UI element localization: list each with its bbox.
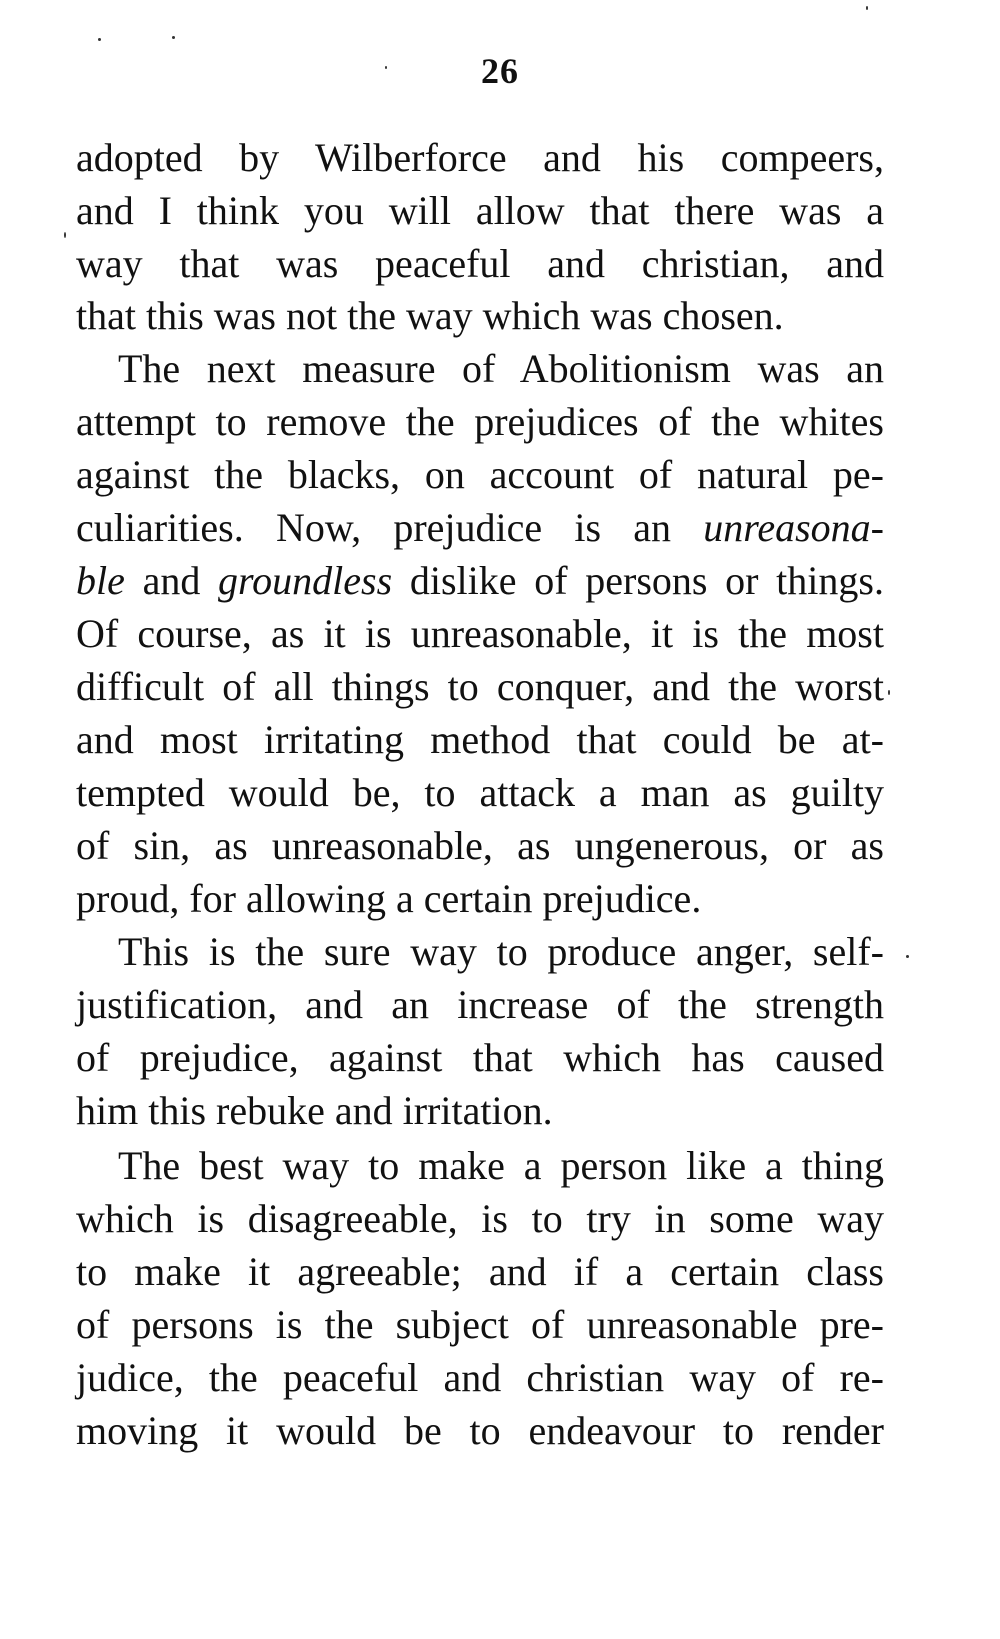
text-line: to make it agreeable; and if a certain class [76,1249,884,1294]
text-line: way that was peaceful and christian, and [76,241,884,286]
text-line: and I think you will allow that there was a [76,188,884,233]
text-line-mixed [76,502,884,554]
text-line: of sin, as unreasonable, as ungenerous, or as [76,823,884,868]
text-line: that this was not the way which was chosen. [76,293,784,338]
text-line: against the blacks, on account of natural pe- [76,452,884,497]
text-line: tempted would be, to attack a man as guilty [76,770,884,815]
scan-speck [64,232,66,238]
page-number: 26 [481,51,519,91]
text-line: and most irritating method that could be at- [76,717,884,762]
text-line: which is disagreeable, is to try in some way [76,1196,884,1241]
text-line: The next measure of Abolitionism was an [118,346,884,391]
scan-speck [385,66,387,69]
text-line: difficult of all things to conquer, and the worst [76,664,884,709]
text-line: proud, for allowing a certain prejudice. [76,876,702,921]
text-line: This is the sure way to produce anger, self- [118,929,884,974]
scan-speck [98,38,101,41]
text-line-mixed [76,555,884,607]
text-line: of prejudice, against that which has caused [76,1035,884,1080]
text-line: attempt to remove the prejudices of the whites [76,399,884,444]
scan-speck [172,36,175,39]
text-segment: culiarities. Now, prejudice is an [76,505,704,550]
scan-speck [906,955,909,958]
text-segment: dislike of persons or things. [392,558,884,603]
italic-word: ble [76,558,125,603]
text-line: of persons is the subject of unreasonable pre- [76,1302,884,1347]
text-line: adopted by Wilberforce and his compeers, [76,135,884,180]
italic-word: unreasona- [703,505,884,550]
text-line: Of course, as it is unreasonable, it is the most [76,611,884,656]
text-line: moving it would be to endeavour to render [76,1408,884,1453]
italic-word: groundless [218,558,393,603]
text-line: justification, and an increase of the strength [76,982,884,1027]
text-line: The best way to make a person like a thing [118,1143,884,1188]
text-line: judice, the peaceful and christian way of re- [76,1355,884,1400]
scan-speck [866,6,868,10]
scan-speck [888,690,890,695]
text-line: him this rebuke and irritation. [76,1088,553,1133]
text-segment: and [124,558,219,603]
